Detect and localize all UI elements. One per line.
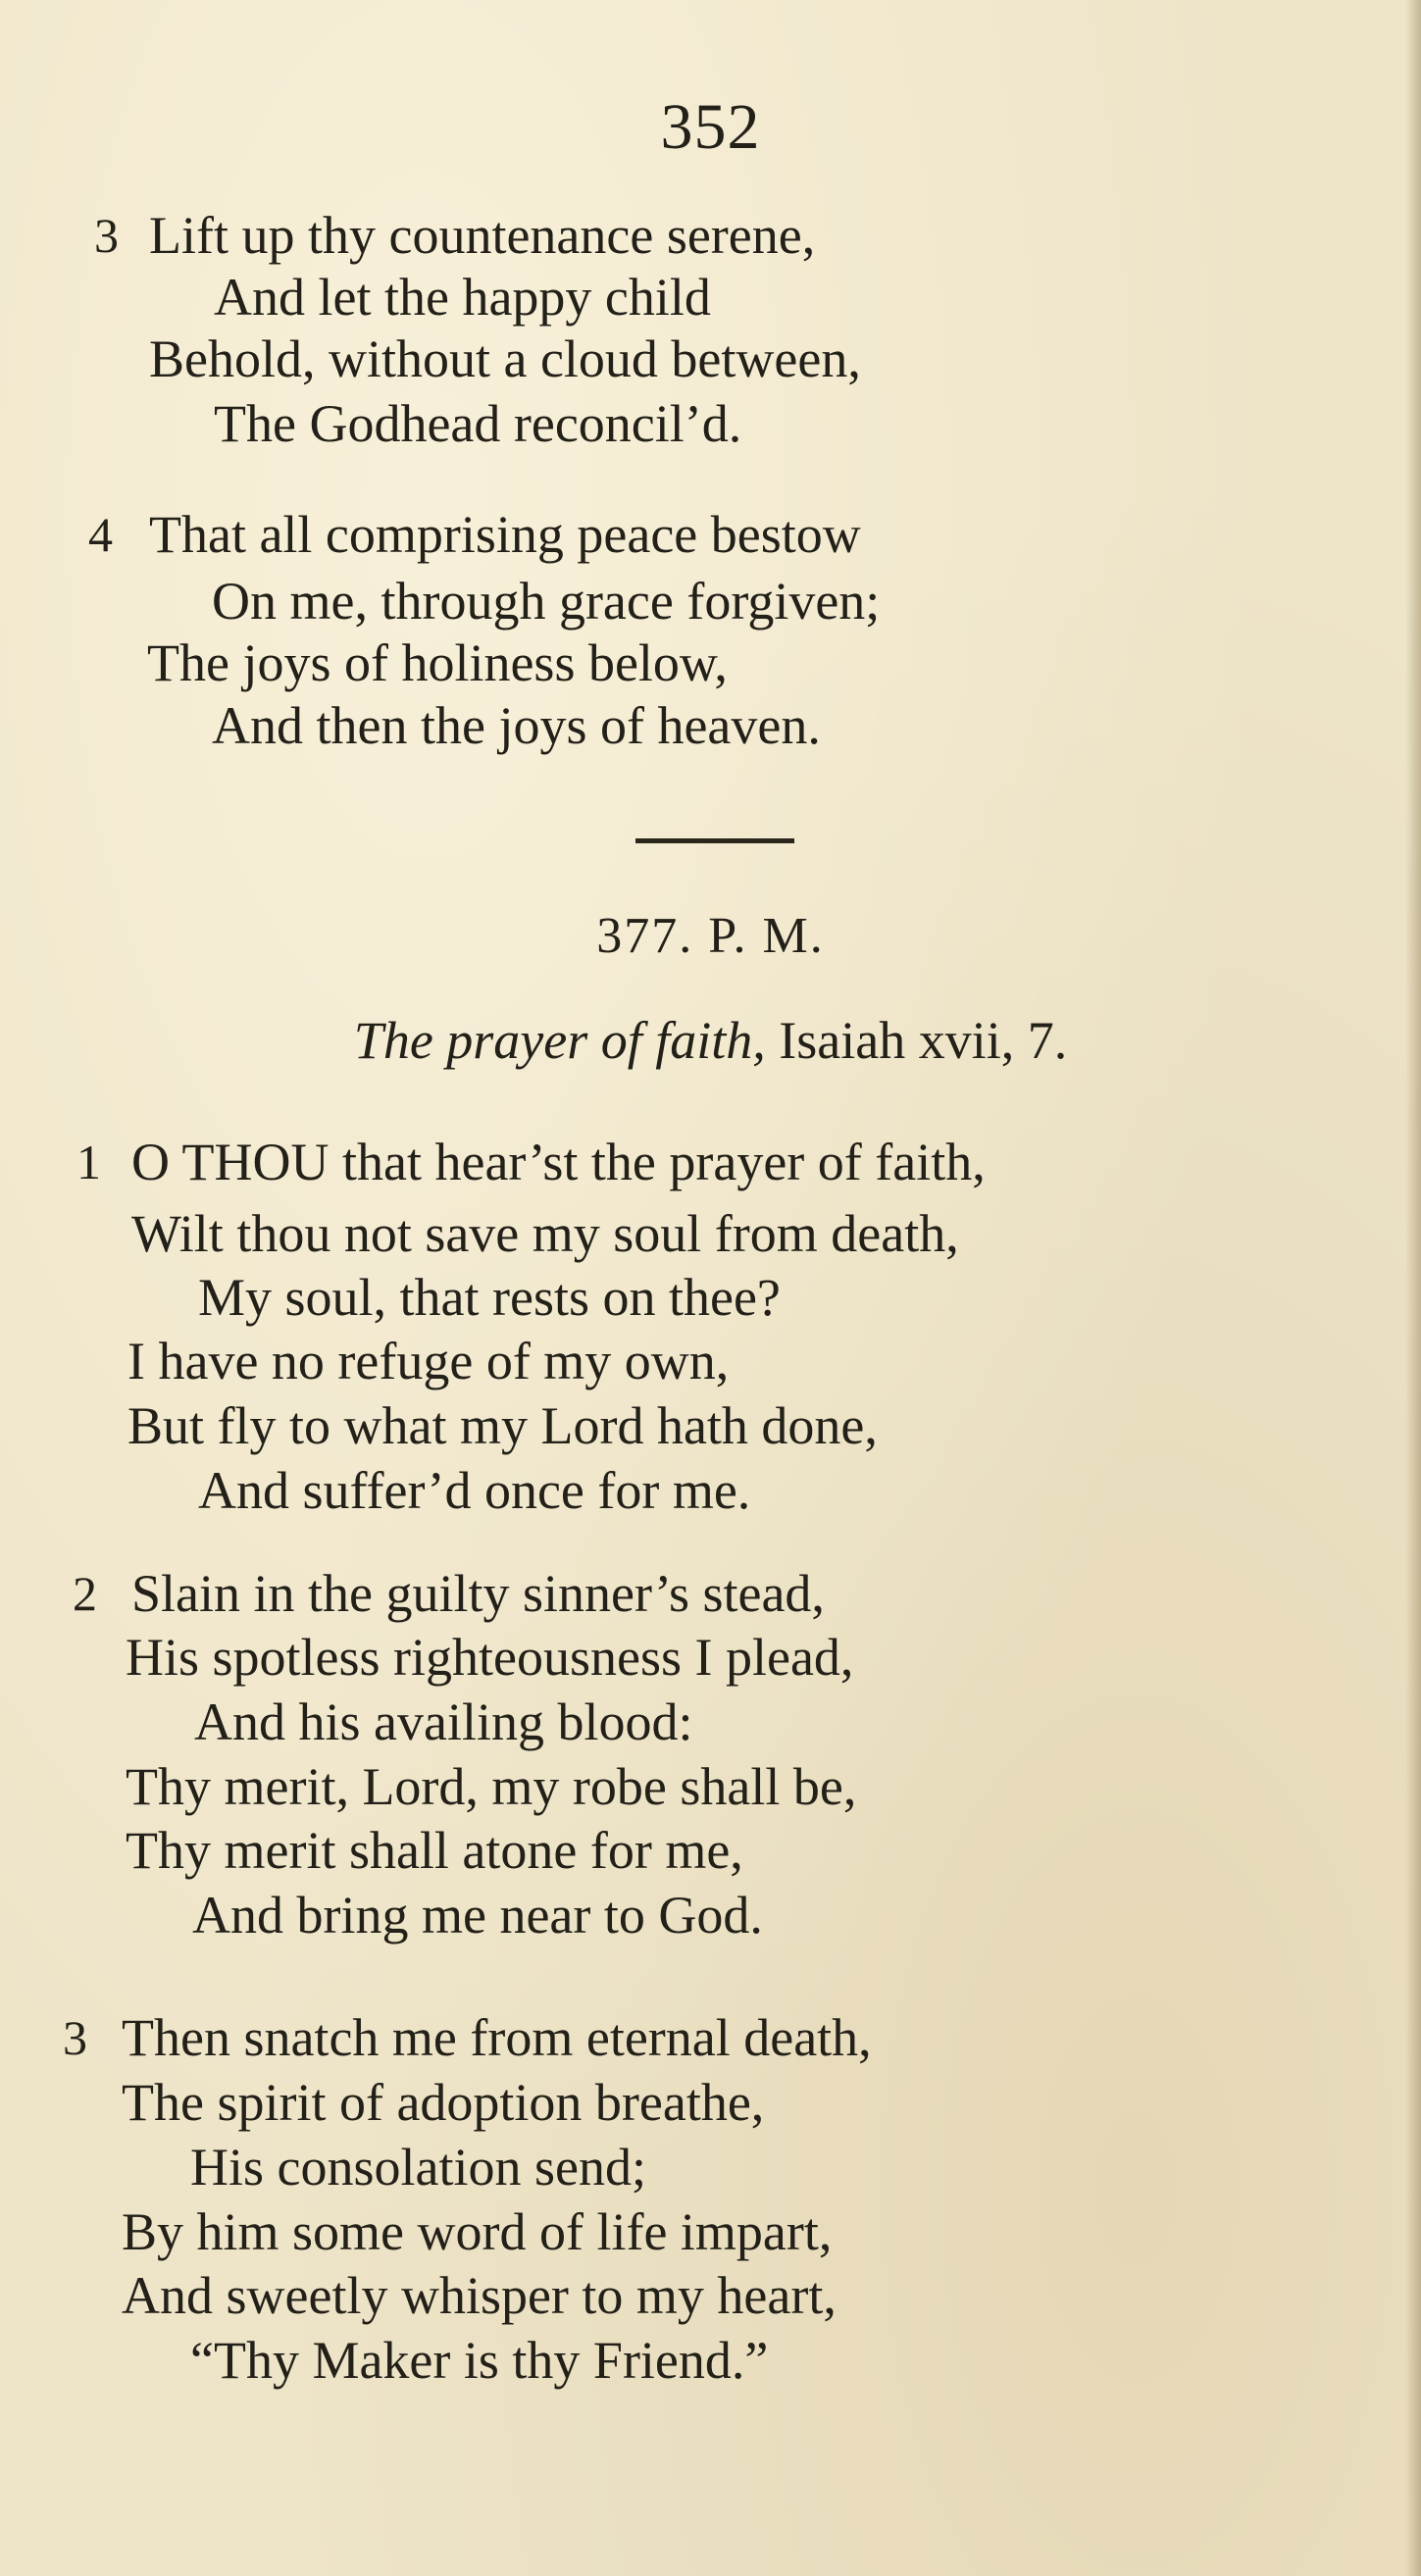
hymn-title-reference: Isaiah xvii, 7. [765, 1011, 1068, 1070]
verse-line: His spotless righteousness I plead, [126, 1628, 854, 1687]
page-edge-shadow [1405, 0, 1421, 2576]
verse-line: Wilt thou not save my soul from death, [131, 1204, 959, 1263]
verse-line: Slain in the guilty sinner’s stead, [131, 1564, 825, 1623]
verse-line: And bring me near to God. [192, 1886, 763, 1945]
verse-line: O THOU that hear’st the prayer of faith, [131, 1133, 986, 1191]
verse-line: That all comprising peace bestow [149, 505, 861, 564]
verse-number: 4 [88, 507, 113, 562]
verse-line: And then the joys of heaven. [212, 696, 821, 755]
verse-number: 3 [63, 2010, 87, 2065]
hymn-title-italic: The prayer of faith, [353, 1011, 766, 1070]
verse-line: The spirit of adoption breathe, [122, 2073, 765, 2132]
verse-line: But fly to what my Lord hath done, [127, 1396, 878, 1455]
verse-line: I have no refuge of my own, [127, 1332, 730, 1390]
verse-line: On me, through grace forgiven; [212, 572, 881, 631]
section-divider [635, 838, 794, 843]
verse-line: And let the happy child [214, 268, 711, 327]
hymn-title [0, 1010, 1421, 1071]
verse-line: The Godhead reconcil’d. [214, 394, 742, 453]
verse-line: And suffer’d once for me. [198, 1461, 751, 1520]
verse-line: “Thy Maker is thy Friend.” [190, 2331, 769, 2390]
verse-line: By him some word of life impart, [122, 2202, 833, 2261]
verse-line: And sweetly whisper to my heart, [122, 2266, 837, 2325]
verse-line: The joys of holiness below, [147, 633, 728, 692]
verse-line: Then snatch me from eternal death, [122, 2008, 872, 2067]
verse-number: 2 [73, 1566, 97, 1621]
verse-line: Thy merit shall atone for me, [126, 1821, 743, 1880]
verse-number: 1 [76, 1135, 101, 1189]
verse-number: 3 [94, 208, 119, 263]
verse-line: Thy merit, Lord, my robe shall be, [126, 1757, 857, 1816]
verse-line: His consolation send; [190, 2138, 646, 2197]
page-number: 352 [660, 91, 761, 163]
hymn-heading: 377. P. M. [596, 908, 825, 964]
verse-line: And his availing blood: [194, 1692, 693, 1751]
verse-line: Behold, without a cloud between, [149, 329, 861, 388]
verse-line: My soul, that rests on thee? [198, 1268, 781, 1327]
verse-line: Lift up thy countenance serene, [149, 206, 816, 265]
